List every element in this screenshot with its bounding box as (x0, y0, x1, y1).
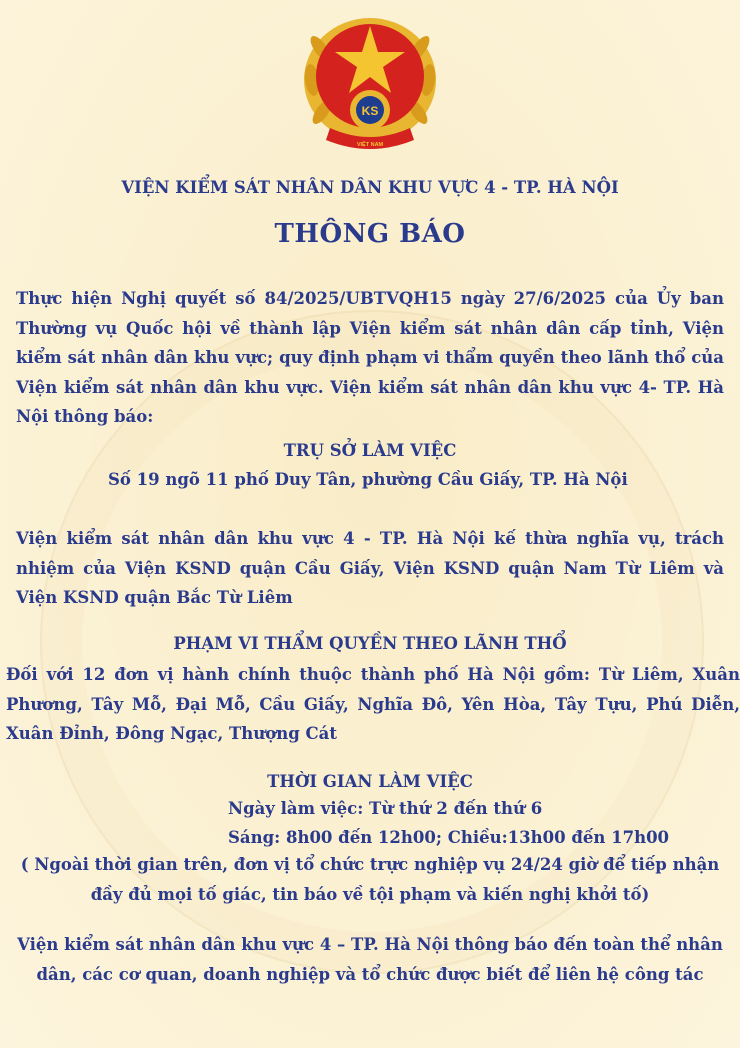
after-hours-note: ( Ngoài thời gian trên, đơn vị tổ chức trực nghiệp vụ 24/24 giờ để tiếp nhận đầy đủ mọi tố giác, tin báo về tội phạm và kiến nghị khởi tố) (20, 855, 720, 904)
working-hours: Sáng: 8h00 đến 12h00; Chiều:13h00 đến 17h00 (228, 828, 670, 847)
emblem-ribbon-text: VIỆT NAM (356, 142, 384, 148)
jurisdiction-paragraph: Đối với 12 đơn vị hành chính thuộc thành phố Hà Nội gồm: Từ Liêm, Xuân Phương, Tây Mỗ, Đại Mỗ, Cầu Giấy, Nghĩa Đô, Yên Hòa, Tây Tựu, Phú Diễn, Xuân Đỉnh, Đông Ngạc, Thượng Cát (6, 665, 740, 743)
working-days: Ngày làm việc: Từ thứ 2 đến thứ 6 (228, 799, 543, 818)
emblem-center-text: KS (361, 104, 379, 118)
intro-paragraph: Thực hiện Nghị quyết số 84/2025/UBTVQH15 ngày 27/6/2025 của Ủy ban Thường vụ Quốc hội về thành lập Viện kiểm sát nhân dân cấp tỉnh, Viện kiểm sát nhân dân khu vực; quy định phạm vi thẩm quyền theo lãnh thổ của Viện kiểm sát nhân dân khu vực. Viện kiểm sát nhân dân khu vực 4- TP. Hà Nội thông báo: (16, 289, 724, 426)
jurisdiction-heading: PHẠM VI THẨM QUYỀN THEO LÃNH THỔ (173, 634, 567, 653)
office-heading: TRỤ SỞ LÀM VIỆC (283, 441, 457, 460)
page-title: THÔNG BÁO (274, 219, 466, 249)
procuracy-emblem-icon (300, 10, 440, 158)
office-address: Số 19 ngõ 11 phố Duy Tân, phường Cầu Giấy, TP. Hà Nội (108, 470, 628, 489)
succession-paragraph: Viện kiểm sát nhân dân khu vực 4 - TP. Hà Nội kế thừa nghĩa vụ, trách nhiệm của Viện KSND quận Cầu Giấy, Viện KSND quận Nam Từ Liêm và Viện KSND quận Bắc Từ Liêm (16, 529, 724, 607)
organization-name: VIỆN KIỂM SÁT NHÂN DÂN KHU VỰC 4 - TP. HÀ NỘI (121, 178, 619, 197)
closing-paragraph: Viện kiểm sát nhân dân khu vực 4 – TP. Hà Nội thông báo đến toàn thể nhân dân, các cơ quan, doanh nghiệp và tổ chức được biết để liên hệ công tác (17, 935, 723, 984)
working-time-heading: THỜI GIAN LÀM VIỆC (267, 772, 473, 791)
